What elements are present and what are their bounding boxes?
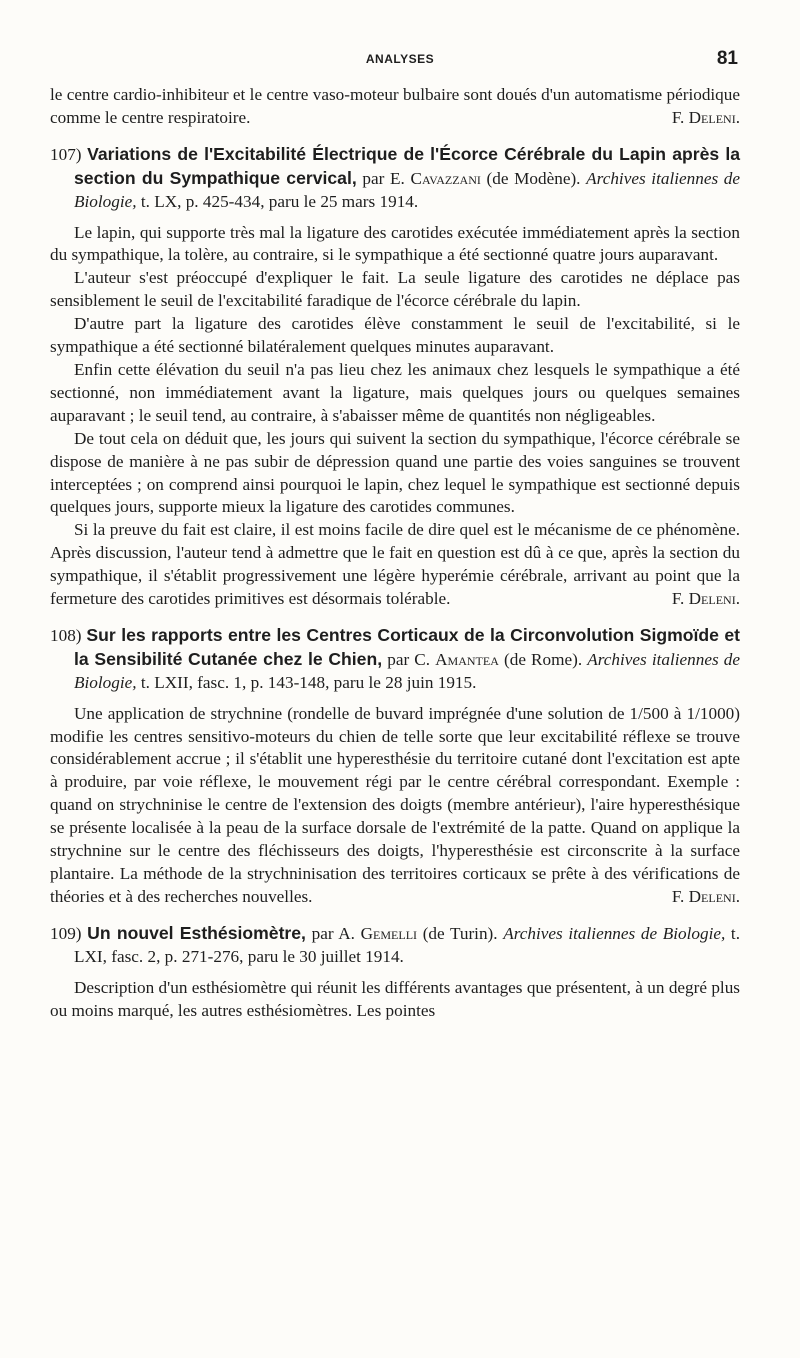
paragraph: Description d'un esthésiomètre qui réunit les différents avantages que présentent, à un degré plus ou moins marqué, les autres esthésiomètres. Les pointes bbox=[50, 977, 740, 1020]
journal-name: Archives italiennes de Biologie, bbox=[74, 649, 741, 692]
signature: F. Deleni. bbox=[671, 589, 740, 609]
signature: F. Deleni. bbox=[671, 107, 740, 127]
author-location: (de Modène). bbox=[486, 168, 581, 188]
paragraph: D'autre part la ligature des carotides élève constamment le seuil de l'excitabilité, si le sympathique a été sectionné bilatéralement quelques minutes auparavant. bbox=[50, 314, 740, 357]
paragraph-text: Si la preuve du fait est claire, il est moins facile de dire quel est le mécanisme de ce phénomène. Après discussion, l'auteur tend à admettre que le fait en question est dû à ce que, après la section du sympathique, il s'établit progressivement une légère hyperémie cérébrale, arrivant au point que la fermeture des carotides primitives est désormais tolérable. bbox=[50, 520, 740, 609]
article-title: Variations de l'Excitabilité Électrique de l'Écorce Cérébrale du Lapin après la section du Sympathique cervical, bbox=[74, 143, 741, 188]
author-location: (de Turin). bbox=[422, 923, 498, 943]
citation: t. LXI, fasc. 2, p. 271-276, paru le 30 juillet 1914. bbox=[74, 923, 740, 966]
paragraph-with-signature bbox=[50, 703, 740, 909]
author-name: Cavazzani bbox=[410, 168, 481, 188]
page-body bbox=[50, 84, 740, 1022]
citation: t. LX, p. 425-434, paru le 25 mars 1914. bbox=[140, 191, 419, 211]
paragraph: Le lapin, qui supporte très mal la ligature des carotides exécutée immédiatement après la section du sympathique, la tolère, au contraire, si le sympathique a été sectionné quatre jours auparavant. bbox=[50, 222, 740, 265]
article-number: 107) bbox=[50, 144, 82, 164]
article-number: 108) bbox=[50, 625, 82, 645]
page-header bbox=[0, 48, 800, 72]
article-number: 109) bbox=[50, 923, 82, 943]
running-title: ANALYSES bbox=[365, 52, 435, 66]
paragraph: Enfin cette élévation du seuil n'a pas lieu chez les animaux chez lesquels le sympathique a été sectionné, non immédiatement avant la ligature, mais quelques jours ou quelques semaines auparavant ; le seuil tend, au contraire, à s'abaisser même de quantités non négligeables. bbox=[50, 359, 740, 425]
paragraph: De tout cela on déduit que, les jours qui suivent la section du sympathique, l'écorce cérébrale se dispose de manière à ne pas subir de dépression quand une partie des voies sanguines se trouvent interceptées ; on comprend ainsi pourquoi le lapin, chez lequel le sympathique est sectionné depuis quelques jours, supporte mieux la ligature des carotides communes. bbox=[50, 428, 740, 517]
intro-text: le centre cardio-inhibiteur et le centre vaso-moteur bulbaire sont doués d'un automatisme périodique comme le centre respiratoire. bbox=[50, 85, 740, 127]
paragraph-with-signature bbox=[50, 519, 740, 611]
journal-name: Archives italiennes de Biologie, bbox=[74, 168, 741, 211]
article-heading-109 bbox=[50, 922, 740, 969]
author-prefix: par C. bbox=[387, 649, 431, 669]
author-prefix: par E. bbox=[362, 168, 405, 188]
author-name: Gemelli bbox=[360, 923, 418, 943]
article-heading-108 bbox=[50, 624, 740, 695]
intro-paragraph bbox=[50, 84, 740, 130]
article-title: Sur les rapports entre les Centres Corticaux de la Circonvolution Sigmoïde et la Sensibilité Cutanée chez le Chien, bbox=[74, 624, 741, 669]
author-prefix: par A. bbox=[311, 923, 355, 943]
author-name: Amantea bbox=[435, 649, 499, 669]
journal-name: Archives italiennes de Biologie, bbox=[503, 923, 726, 943]
signature: F. Deleni. bbox=[671, 886, 740, 906]
page-number: 81 bbox=[716, 48, 738, 69]
article-title: Un nouvel Esthésiomètre, bbox=[87, 922, 306, 943]
paragraph-text: Une application de strychnine (rondelle de buvard imprégnée d'une solution de 1/500 à 1/1000) modifie les centres sensitivo-moteurs du chien de telle sorte que leur excitabilité réflexe se trouve considérablement accrue ; il s'établit une hyperesthésie du territoire cutané dont l'excitation est apte à produire, par voie réflexe, le mouvement régi par le centre cérébral correspondant. Exemple : quand on strychninise le centre de l'extension des doigts (membre antérieur), l'aire hyperesthésique se présente localisée à la peau de la surface dorsale de l'extrémité de la patte. Quand on applique la strychnine sur le centre des fléchisseurs des doigts, l'hyperesthésie est circonscrite à la surface plantaire. La méthode de la strychninisation des territoires corticaux se prête à des vérifications de théories et à des recherches nouvelles. bbox=[50, 703, 740, 906]
paragraph: L'auteur s'est préoccupé d'expliquer le fait. La seule ligature des carotides ne déplace pas sensiblement le seuil de l'excitabilité faradique de l'écorce cérébrale du lapin. bbox=[50, 268, 740, 311]
citation: t. LXII, fasc. 1, p. 143-148, paru le 28 juin 1915. bbox=[140, 672, 477, 692]
author-location: (de Rome). bbox=[504, 649, 583, 669]
article-heading-107 bbox=[50, 143, 740, 214]
